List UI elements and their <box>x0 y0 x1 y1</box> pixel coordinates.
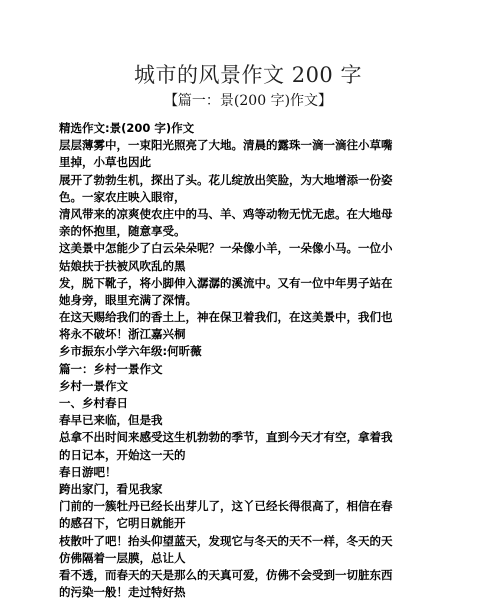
document-title: 城市的风景作文 200 字 <box>134 63 362 87</box>
body-line: 春早已来临，但是我 <box>59 413 163 428</box>
body-line: 亲的怀抱里，随意享受。 <box>59 224 186 239</box>
body-line: 清风带来的凉爽使农庄中的马、羊、鸡等动物无忧无虑。在大地母 <box>59 206 393 221</box>
body-line: 她身旁，眼里充满了深情。 <box>59 292 197 307</box>
body-line: 将永不破坏！浙江嘉兴桐 <box>59 327 186 342</box>
body-line: 的日记本，开始这一天的 <box>59 447 186 462</box>
body-line: 门前的一簇牡丹已经长出芽儿了，这丫已经长得很高了，相信在春 <box>59 499 393 514</box>
body-line: 的感召下，它明日就能开 <box>59 516 186 531</box>
body-line: 这美景中怎能少了白云朵朵呢？一朵像小羊，一朵像小马。一位小 <box>59 241 393 256</box>
body-line: 一、乡村春日 <box>59 396 128 410</box>
body-line: 在这天赐给我们的香土上，神在保卫着我们，在这美景中，我们也 <box>59 310 393 325</box>
body-line: 展开了勃勃生机，探出了头。花儿绽放出笑脸，为大地增添一份姿 <box>59 172 393 187</box>
body-line: 乡村一景作文 <box>59 378 128 393</box>
body-line: 层层薄雾中，一束阳光照亮了大地。清晨的露珠一滴一滴往小草嘴 <box>59 138 393 153</box>
body-line: 色。一家农庄映入眼帘， <box>59 189 186 204</box>
body-line: 乡市振东小学六年级:何昕薇 <box>59 344 202 359</box>
document-body <box>59 120 439 601</box>
body-line: 春日游吧！ <box>59 464 117 479</box>
body-line: 姑娘扶于扶被风吹乱的黑 <box>59 258 186 273</box>
body-line: 枝散叶了吧！抬头仰望蓝天，发现它与冬天的天不一样，冬天的天 <box>59 533 393 548</box>
body-line: 仿佛隔着一层膜，总让人 <box>59 550 186 565</box>
body-line: 的污染一般！走过特好热 <box>59 585 186 600</box>
body-line: 跨出家门，看见我家 <box>59 481 163 496</box>
body-line: 总拿不出时间来感受这生机勃勃的季节，直到今天才有空，拿着我 <box>59 430 393 445</box>
body-line: 精选作文:景(200 字)作文 <box>59 121 195 135</box>
body-line: 发，脱下靴子，将小脚伸入潺潺的溪流中。又有一位中年男子站在 <box>59 275 393 290</box>
body-line: 看不透，而春天的天是那么的天真可爱，仿佛不会受到一切脏东西 <box>59 567 393 582</box>
body-line: 篇一：乡村一景作文 <box>59 361 163 376</box>
body-line: 里掉，小草也因此 <box>59 155 151 170</box>
document-subtitle: 【篇一：景(200 字)作文】 <box>163 93 333 109</box>
